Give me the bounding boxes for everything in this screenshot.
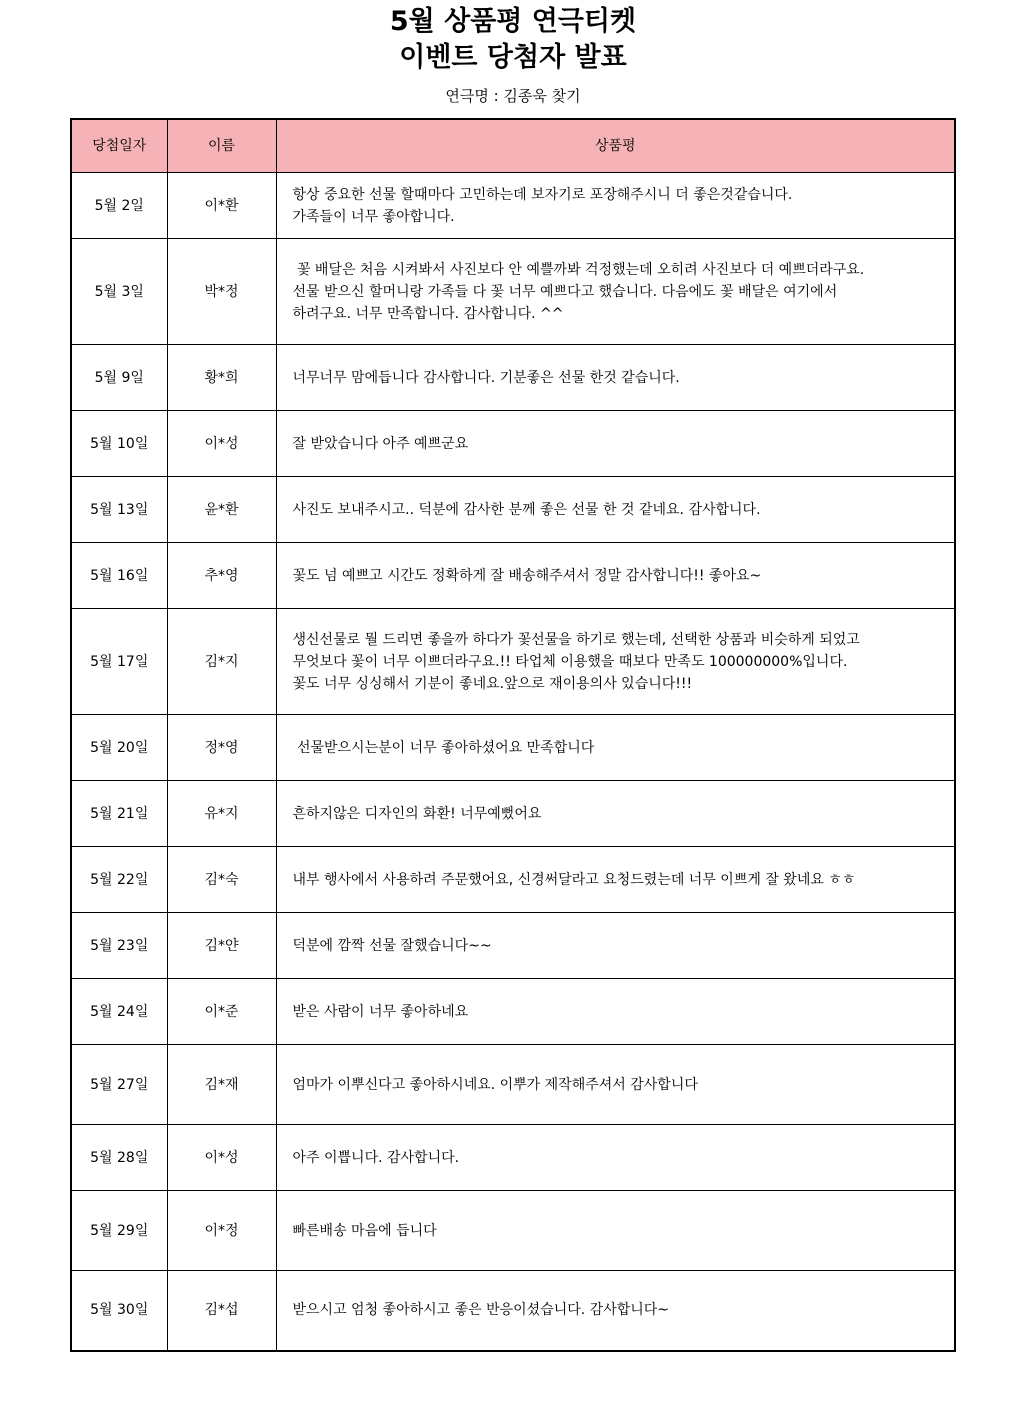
cell-name: 이*준 — [167, 979, 276, 1045]
review-line: 가족들이 너무 좋아합니다. — [292, 208, 455, 225]
review-line: 하려구요. 너무 만족합니다. 감사합니다. ^^ — [292, 305, 564, 322]
cell-name: 이*환 — [167, 173, 276, 239]
review-line: 받은 사람이 너무 좋아하네요 — [292, 1003, 469, 1020]
cell-review — [276, 913, 955, 979]
review-line: 받으시고 엄청 좋아하시고 좋은 반응이셨습니다. 감사합니다~ — [292, 1302, 670, 1319]
table-row — [71, 913, 955, 979]
cell-review — [276, 609, 955, 715]
cell-name: 김*섭 — [167, 1271, 276, 1351]
cell-review — [276, 1191, 955, 1271]
cell-review — [276, 715, 955, 781]
cell-review — [276, 173, 955, 239]
cell-date: 5월 22일 — [71, 847, 167, 913]
cell-date: 5월 27일 — [71, 1045, 167, 1125]
cell-review — [276, 477, 955, 543]
review-line: 덕분에 깜짝 선물 잘했습니다~~ — [292, 937, 492, 954]
review-line: 아주 이쁩니다. 감사합니다. — [292, 1149, 460, 1166]
table-row — [71, 411, 955, 477]
table-row — [71, 847, 955, 913]
table-header-row — [71, 119, 955, 173]
table-row — [71, 979, 955, 1045]
cell-name: 윤*환 — [167, 477, 276, 543]
cell-review — [276, 345, 955, 411]
cell-review — [276, 979, 955, 1045]
cell-name: 김*재 — [167, 1045, 276, 1125]
table-row — [71, 781, 955, 847]
review-line: 사진도 보내주시고.. 덕분에 감사한 분께 좋은 선물 한 것 같네요. 감사합니다. — [292, 501, 761, 518]
table-row — [71, 345, 955, 411]
cell-date: 5월 2일 — [71, 173, 167, 239]
table-row — [71, 1191, 955, 1271]
review-line: 흔하지않은 디자인의 화환! 너무예뻤어요 — [292, 805, 542, 822]
page-title-line2: 이벤트 당첨자 발표 — [399, 42, 627, 73]
review-line: 내부 행사에서 사용하려 주문했어요, 신경써달라고 요청드렸는데 너무 이쁘게 잘 왔네요 ㅎㅎ — [292, 871, 856, 888]
header-review: 상품평 — [276, 119, 955, 173]
cell-review — [276, 411, 955, 477]
table-row — [71, 477, 955, 543]
cell-date: 5월 20일 — [71, 715, 167, 781]
table-row — [71, 609, 955, 715]
cell-name: 이*정 — [167, 1191, 276, 1271]
cell-name: 황*희 — [167, 345, 276, 411]
play-name-subtitle: 연극명 : 김종욱 찾기 — [445, 87, 581, 105]
table-row — [71, 1045, 955, 1125]
review-line: 잘 받았습니다 아주 예쁘군요 — [292, 435, 469, 452]
review-line: 꽃도 넘 예쁘고 시간도 정확하게 잘 배송해주셔서 정말 감사합니다!! 좋아요~ — [292, 567, 762, 584]
cell-name: 김*지 — [167, 609, 276, 715]
cell-review — [276, 239, 955, 345]
review-line: 너무너무 맘에듭니다 감사합니다. 기분좋은 선물 한것 같습니다. — [292, 369, 680, 386]
table-row — [71, 1125, 955, 1191]
review-line: 무엇보다 꽃이 너무 이쁘더라구요.!! 타업체 이용했을 때보다 만족도 100000000%입니다. — [292, 653, 848, 670]
cell-review — [276, 1125, 955, 1191]
table-row — [71, 173, 955, 239]
page-title-line1: 5월 상품평 연극티켓 — [389, 6, 637, 37]
review-line: 꽃 배달은 처음 시켜봐서 사진보다 안 예쁠까봐 걱정했는데 오히려 사진보다 더 예쁘더라구요. — [292, 261, 865, 278]
cell-date: 5월 13일 — [71, 477, 167, 543]
table-row — [71, 543, 955, 609]
cell-date: 5월 23일 — [71, 913, 167, 979]
review-line: 선물받으시는분이 너무 좋아하셨어요 만족합니다 — [292, 739, 595, 756]
cell-date: 5월 3일 — [71, 239, 167, 345]
cell-review — [276, 1045, 955, 1125]
cell-date: 5월 21일 — [71, 781, 167, 847]
cell-date: 5월 16일 — [71, 543, 167, 609]
cell-review — [276, 847, 955, 913]
cell-review — [276, 1271, 955, 1351]
cell-date: 5월 29일 — [71, 1191, 167, 1271]
cell-date: 5월 24일 — [71, 979, 167, 1045]
cell-name: 정*영 — [167, 715, 276, 781]
review-line: 엄마가 이뿌신다고 좋아하시네요. 이뿌가 제작해주셔서 감사합니다 — [292, 1076, 698, 1093]
cell-date: 5월 30일 — [71, 1271, 167, 1351]
table-row — [71, 1271, 955, 1351]
header-date: 당첨일자 — [71, 119, 167, 173]
cell-name: 유*지 — [167, 781, 276, 847]
cell-name: 이*성 — [167, 1125, 276, 1191]
cell-date: 5월 28일 — [71, 1125, 167, 1191]
cell-date: 5월 10일 — [71, 411, 167, 477]
table-row — [71, 715, 955, 781]
cell-name: 이*성 — [167, 411, 276, 477]
cell-review — [276, 543, 955, 609]
cell-review — [276, 781, 955, 847]
review-line: 빠른배송 마음에 듭니다 — [292, 1222, 437, 1239]
cell-date: 5월 9일 — [71, 345, 167, 411]
cell-name: 추*영 — [167, 543, 276, 609]
cell-name: 김*숙 — [167, 847, 276, 913]
winners-table — [70, 118, 956, 1352]
cell-name: 박*정 — [167, 239, 276, 345]
table-row — [71, 239, 955, 345]
cell-date: 5월 17일 — [71, 609, 167, 715]
review-line: 생신선물로 뭘 드리면 좋을까 하다가 꽃선물을 하기로 했는데, 선택한 상품과 비슷하게 되었고 — [292, 631, 860, 648]
review-line: 선물 받으신 할머니랑 가족들 다 꽃 너무 예쁘다고 했습니다. 다음에도 꽃 배달은 여기에서 — [292, 283, 838, 300]
review-line: 꽃도 너무 싱싱해서 기분이 좋네요.앞으로 재이용의사 있습니다!!! — [292, 675, 693, 692]
cell-name: 김*얀 — [167, 913, 276, 979]
header-name: 이름 — [167, 119, 276, 173]
review-line: 항상 중요한 선물 할때마다 고민하는데 보자기로 포장해주시니 더 좋은것같습니다. — [292, 186, 793, 203]
